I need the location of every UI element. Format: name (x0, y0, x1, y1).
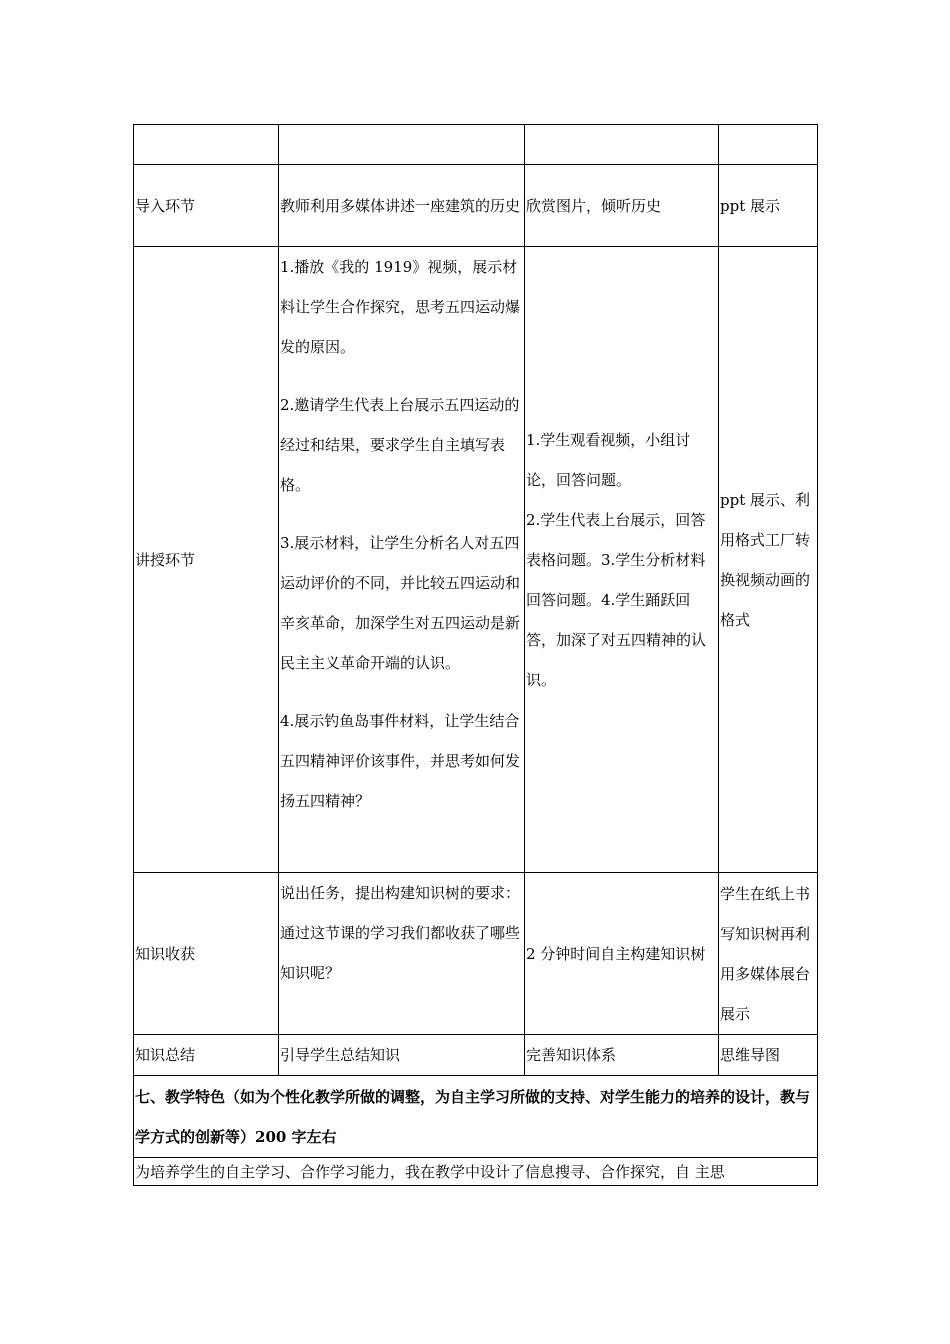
cell-student (525, 247, 719, 873)
cell-student: 完善知识体系 (525, 1035, 719, 1076)
teacher-step-4: 4.展示钓鱼岛事件材料，让学生结合五四精神评价该事件，并思考如何发扬五四精神？ (280, 712, 521, 810)
cell-media: 学生在纸上书写知识树再利用多媒体展台展示 (719, 873, 818, 1035)
cell-stage: 知识收获 (134, 873, 279, 1035)
cell-teacher (279, 247, 525, 873)
cell-stage: 导入环节 (134, 165, 279, 247)
cell-student (525, 125, 719, 165)
student-step-1: 1.学生观看视频，小组讨论，回答问题。 (526, 430, 691, 489)
cell-teacher: 教师利用多媒体讲述一座建筑的历史 (279, 165, 525, 247)
cell-media (719, 125, 818, 165)
teacher-step-1: 1.播放《我的 1919》视频，展示材料让学生合作探究，思考五四运动爆发的原因。 (280, 258, 521, 356)
cell-media: ppt 展示、利用格式工厂转换视频动画的格式 (719, 247, 818, 873)
cell-student: 2 分钟时间自主构建知识树 (525, 873, 719, 1035)
table-row-harvest (134, 873, 818, 1035)
cell-teacher: 引导学生总结知识 (279, 1035, 525, 1076)
lesson-plan-table (133, 124, 818, 1186)
section7-body: 为培养学生的自主学习、合作学习能力，我在教学中设计了信息搜寻、合作探究，自 主思 (135, 1163, 725, 1181)
cell-teacher: 说出任务，提出构建知识树的要求：通过这节课的学习我们都收获了哪些知识呢？ (279, 873, 525, 1035)
section7-heading: 七、教学特色（如为个性化教学所做的调整，为自主学习所做的支持、对学生能力的培养的设计，教与学方式的创新等）200 字左右 (134, 1076, 818, 1158)
table-row-header (134, 125, 818, 165)
cell-media: ppt 展示 (719, 165, 818, 247)
table-row-section7-body (134, 1158, 818, 1186)
table-row-lecture (134, 247, 818, 873)
table-row-section7-heading (134, 1076, 818, 1158)
table-row-summary (134, 1035, 818, 1076)
teacher-step-3: 3.展示材料，让学生分析名人对五四运动评价的不同，并比较五四运动和辛亥革命，加深学生对五四运动是新民主主义革命开端的认识。 (280, 534, 521, 672)
cell-stage: 知识总结 (134, 1035, 279, 1076)
student-step-2: 2.学生代表上台展示，回答表格问题。3.学生分析材料回答问题。4.学生踊跃回答，加深了对五四精神的认识。 (526, 510, 707, 689)
cell-stage (134, 125, 279, 165)
table-row-intro (134, 165, 818, 247)
cell-teacher (279, 125, 525, 165)
section7-body-cell (134, 1158, 818, 1186)
cell-student: 欣赏图片，倾听历史 (525, 165, 719, 247)
cell-media: 思维导图 (719, 1035, 818, 1076)
cell-stage: 讲授环节 (134, 247, 279, 873)
teacher-step-2: 2.邀请学生代表上台展示五四运动的经过和结果，要求学生自主填写表格。 (280, 396, 520, 494)
